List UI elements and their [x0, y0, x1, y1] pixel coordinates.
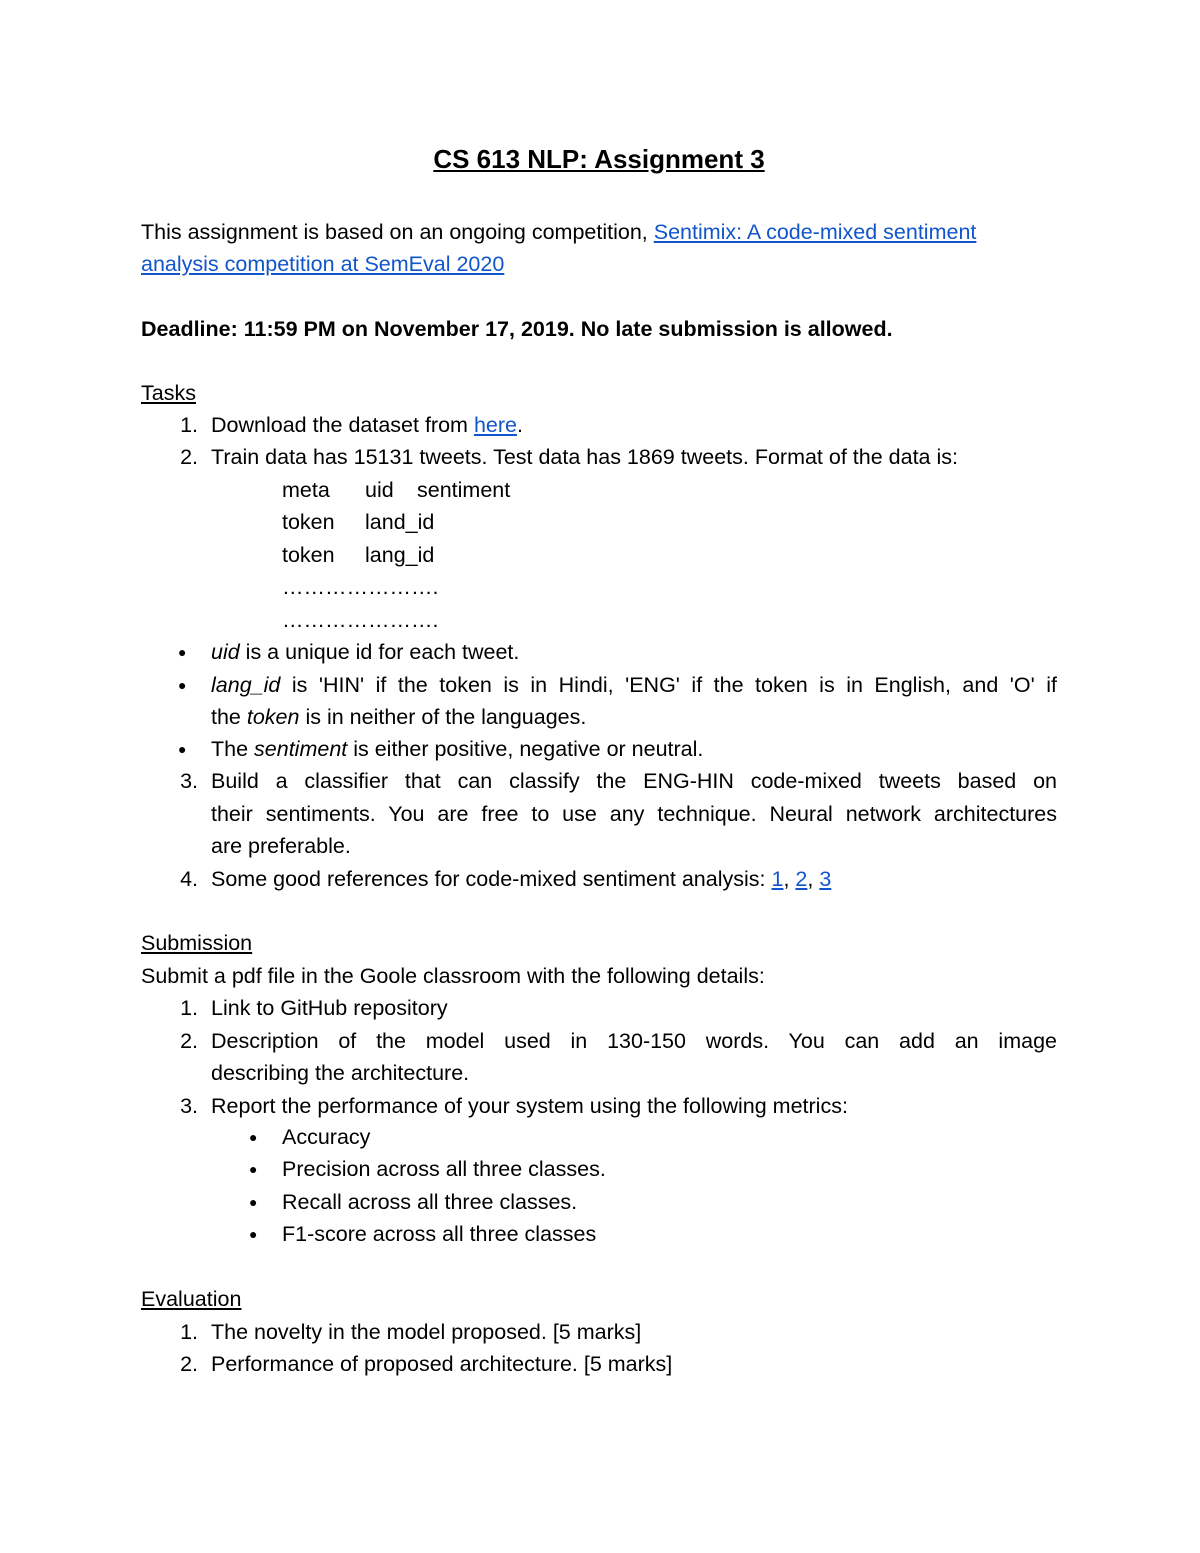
metric-text: Accuracy: [282, 1125, 371, 1149]
page-title: CS 613 NLP: Assignment 3: [433, 144, 765, 174]
format-cell: lang_id: [365, 543, 435, 567]
submission-intro: Submit a pdf file in the Goole classroom with the following details:: [141, 964, 765, 988]
bullet-text: the: [211, 705, 247, 729]
submission-3-text: Report the performance of your system using the following metrics:: [211, 1094, 848, 1118]
bullet-term: uid: [211, 640, 240, 664]
task-3-line-2: their sentiments. You are free to use any technique. Neural network architectures: [211, 802, 1057, 826]
format-cell: meta: [282, 478, 330, 502]
list-number: 3.: [180, 769, 198, 793]
bullet-icon: ●: [249, 1129, 258, 1145]
bullet-text: is in neither of the languages.: [299, 705, 587, 729]
bullet-icon: ●: [249, 1161, 258, 1177]
metric-text: Precision across all three classes.: [282, 1157, 606, 1181]
bullet-term: token: [246, 705, 300, 729]
bullet-icon: ●: [178, 677, 187, 693]
task-1-period: .: [516, 413, 523, 437]
competition-link-continued[interactable]: analysis competition at SemEval 2020: [141, 252, 505, 276]
dataset-link[interactable]: here: [473, 413, 517, 437]
ellipsis-text: ………………….: [282, 575, 439, 599]
list-number: 2.: [180, 1029, 198, 1053]
evaluation-heading: Evaluation: [141, 1287, 242, 1311]
bullet-text: is a unique id for each tweet.: [239, 640, 520, 664]
bullet-text: The: [211, 737, 255, 761]
list-number: 2.: [180, 445, 198, 469]
bullet-icon: ●: [249, 1226, 258, 1242]
reference-link-3[interactable]: 3: [819, 867, 832, 891]
list-number: 1.: [180, 996, 198, 1020]
bullet-text: is 'HIN' if the token is in Hindi, 'ENG' if the token is in English, and 'O' if: [280, 673, 1057, 697]
list-number: 3.: [180, 1094, 198, 1118]
list-number: 4.: [180, 867, 198, 891]
format-cell: token: [282, 510, 335, 534]
bullet-icon: ●: [249, 1194, 258, 1210]
bullet-term: sentiment: [254, 737, 348, 761]
reference-link-1[interactable]: 1: [771, 867, 784, 891]
separator: ,: [807, 867, 820, 891]
separator: ,: [783, 867, 796, 891]
evaluation-1-text: The novelty in the model proposed. [5 marks]: [211, 1320, 642, 1344]
task-4-text: Some good references for code-mixed sentiment analysis:: [211, 867, 772, 891]
deadline: Deadline: 11:59 PM on November 17, 2019. No late submission is allowed.: [141, 317, 893, 341]
submission-1-text: Link to GitHub repository: [211, 996, 448, 1020]
submission-2-line-1: Description of the model used in 130-150 words. You can add an image: [211, 1029, 1057, 1053]
task-3-line-1: Build a classifier that can classify the ENG-HIN code-mixed tweets based on: [211, 769, 1057, 793]
tasks-heading: Tasks: [141, 381, 196, 405]
list-number: 1.: [180, 1320, 198, 1344]
competition-link[interactable]: Sentimix: A code-mixed sentiment: [653, 220, 977, 244]
bullet-icon: ●: [178, 644, 187, 660]
task-2-text: Train data has 15131 tweets. Test data has 1869 tweets. Format of the data is:: [211, 445, 958, 469]
evaluation-2-text: Performance of proposed architecture. [5 marks]: [211, 1352, 673, 1376]
format-cell: uid: [365, 478, 394, 502]
intro-line-1: [141, 218, 976, 246]
bullet-text: is either positive, negative or neutral.: [347, 737, 704, 761]
bullet-term: lang_id: [211, 673, 281, 697]
bullet-icon: ●: [178, 741, 187, 757]
submission-2-line-2: describing the architecture.: [211, 1061, 470, 1085]
intro-text: This assignment is based on an ongoing competition,: [141, 220, 654, 244]
metric-text: Recall across all three classes.: [282, 1190, 578, 1214]
intro-line-2: [141, 250, 504, 278]
list-number: 1.: [180, 413, 198, 437]
format-cell: token: [282, 543, 335, 567]
task-3-line-3: are preferable.: [211, 834, 351, 858]
list-number: 2.: [180, 1352, 198, 1376]
submission-heading: Submission: [141, 931, 253, 955]
metric-text: F1-score across all three classes: [282, 1222, 597, 1246]
format-cell: sentiment: [417, 478, 511, 502]
reference-link-2[interactable]: 2: [795, 867, 808, 891]
ellipsis-text: ………………….: [282, 608, 439, 632]
task-1-text: Download the dataset from: [211, 413, 474, 437]
format-cell: land_id: [365, 510, 435, 534]
